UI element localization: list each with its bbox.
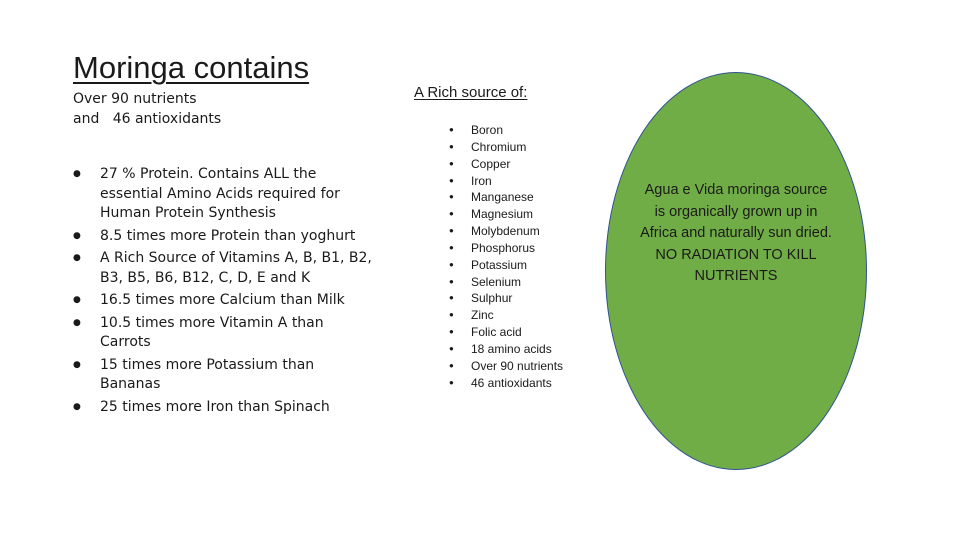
bullet-icon: ● [449, 276, 454, 286]
benefits-list [73, 165, 373, 420]
list-item-text: Folic acid [471, 325, 522, 340]
bullet-icon: ● [449, 327, 454, 337]
list-item [449, 358, 563, 375]
bullet-icon: ● [449, 141, 454, 151]
bullet-icon: ● [449, 310, 454, 320]
list-item [449, 307, 563, 324]
subtitle-line-nutrients: Over 90 nutrients [73, 91, 197, 107]
list-item-text: 8.5 times more Protein than yoghurt [100, 227, 356, 244]
circle-text-line: Africa and naturally sun dried. [640, 225, 832, 241]
list-item [449, 139, 563, 156]
bullet-icon: ● [73, 169, 81, 179]
bullet-icon: ● [73, 230, 81, 241]
nutrients-list [449, 122, 563, 392]
list-item [449, 122, 563, 139]
list-item-text: Potassium [471, 257, 528, 272]
list-item [449, 257, 563, 274]
list-item-text: 16.5 times more Calcium than Milk [100, 292, 345, 308]
circle-callout-text [612, 180, 860, 288]
bullet-icon: ● [449, 226, 454, 236]
list-item [73, 314, 373, 353]
bullet-icon: ● [449, 293, 454, 303]
list-item [449, 341, 563, 358]
list-item-text: A Rich Source of Vitamins A, B, B1, B2, B3, B5, B6, B12, C, D, E and K [100, 250, 372, 286]
bullet-icon: ● [73, 401, 81, 412]
circle-text-line: Agua e Vida moringa source [644, 182, 828, 198]
list-item-text: 18 amino acids [471, 341, 552, 356]
list-item-text: Molybdenum [471, 224, 540, 239]
circle-text-line: NO RADIATION TO KILL [655, 246, 817, 263]
list-item [449, 173, 563, 190]
list-item [449, 290, 563, 307]
rich-source-heading: A Rich source of: [414, 84, 528, 101]
list-item [449, 206, 563, 223]
list-item-text: Magnesium [471, 207, 534, 222]
bullet-icon: ● [449, 259, 454, 269]
bullet-icon: ● [73, 253, 81, 263]
bullet-icon: ● [449, 125, 454, 134]
list-item-text: Boron [471, 123, 504, 137]
list-item-text: Phosphorus [471, 240, 536, 255]
bullet-icon: ● [449, 343, 454, 353]
circle-text-line: is organically grown up in [654, 203, 818, 220]
list-item [449, 223, 563, 240]
list-item [449, 274, 563, 291]
list-item-text: Copper [471, 156, 511, 171]
bullet-icon: ● [449, 360, 454, 370]
bullet-icon: ● [449, 192, 454, 202]
bullet-icon: ● [449, 242, 454, 252]
bullet-icon: ● [449, 377, 454, 387]
list-item [73, 227, 373, 247]
list-item-text: Sulphur [471, 291, 513, 306]
list-item [73, 249, 373, 288]
list-item [449, 189, 563, 206]
list-item-text: 15 times more Potassium than Bananas [100, 356, 315, 392]
subtitle-line-antioxidants: and 46 antioxidants [73, 111, 222, 127]
bullet-icon: ● [449, 175, 454, 185]
list-item [73, 165, 373, 224]
list-item [449, 324, 563, 341]
circle-text-line: NUTRIENTS [694, 268, 778, 284]
list-item-text: Manganese [471, 190, 534, 205]
page-title: Moringa contains [73, 50, 310, 85]
list-item [449, 156, 563, 173]
list-item-text: Chromium [471, 139, 527, 154]
list-item-text: Selenium [471, 274, 522, 289]
list-item-text: Over 90 nutrients [471, 358, 564, 373]
list-item-text: 25 times more Iron than Spinach [100, 398, 330, 415]
bullet-icon: ● [449, 158, 454, 168]
list-item-text: Zinc [471, 308, 494, 323]
list-item [73, 291, 373, 311]
bullet-icon: ● [73, 359, 81, 370]
list-item [449, 240, 563, 257]
bullet-icon: ● [73, 295, 81, 305]
list-item-text: 10.5 times more Vitamin A than Carrots [100, 314, 324, 350]
list-item [449, 375, 563, 392]
subtitle [73, 89, 221, 129]
list-item-text: Iron [471, 173, 492, 188]
list-item-text: 27 % Protein. Contains ALL the essential Amino Acids required for Human Protein Synthesis [100, 166, 340, 221]
list-item [73, 398, 373, 418]
list-item [73, 356, 373, 395]
bullet-icon: ● [73, 317, 81, 328]
bullet-icon: ● [449, 209, 454, 219]
list-item-text: 46 antioxidants [471, 375, 552, 390]
